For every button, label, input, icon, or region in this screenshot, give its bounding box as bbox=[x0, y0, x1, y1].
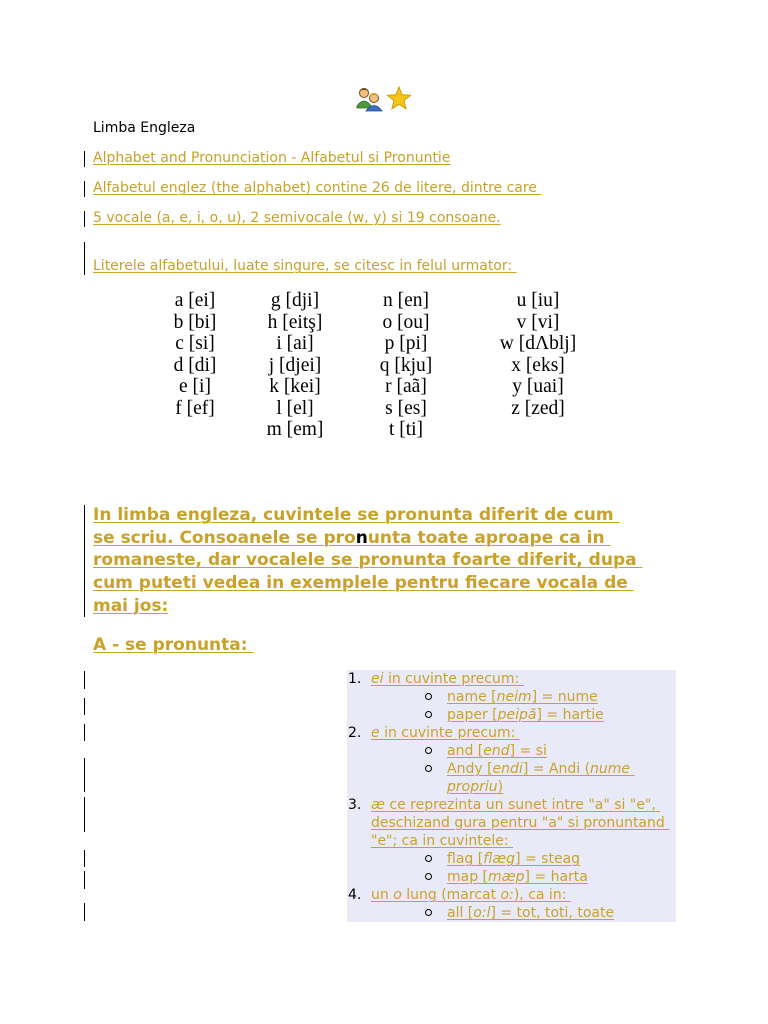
left-border-bar bbox=[84, 871, 85, 889]
alphabet-cell: e [i] bbox=[179, 376, 211, 397]
link-text-segment: name [ bbox=[447, 689, 497, 705]
link-text-segment: neim bbox=[496, 689, 532, 705]
link-text-segment: ] = tot, toti, toate bbox=[490, 905, 615, 921]
heading-line[interactable]: romaneste, dar vocalele se pronunta foarte diferit, dupa bbox=[93, 550, 643, 571]
alphabet-cell: p [pi] bbox=[384, 333, 428, 354]
link-text-segment: æ bbox=[371, 797, 385, 813]
alphabet-cell: u [iu] bbox=[516, 290, 560, 311]
alphabet-cell: d [di] bbox=[173, 354, 217, 376]
alphabet-cell: s [es] bbox=[385, 397, 427, 419]
link-text-segment: flag [ bbox=[447, 851, 484, 867]
link-text-segment: in cuvinte precum: bbox=[383, 671, 524, 687]
heading-segment: n bbox=[355, 527, 368, 548]
list-item bbox=[347, 724, 676, 742]
sub-list-link[interactable] bbox=[447, 760, 676, 796]
link-text-segment: peipă bbox=[497, 707, 537, 723]
intro-link-alphabet-count[interactable]: Alfabetul englez (the alphabet) contine 26 de litere, dintre care bbox=[93, 180, 542, 196]
heading-segment: se scriu. Consoanele se pro bbox=[93, 527, 356, 548]
sub-list-link[interactable] bbox=[447, 742, 676, 760]
left-border-bar bbox=[84, 724, 85, 741]
alphabet-cell: r [aã] bbox=[385, 376, 427, 397]
list-number: 3. bbox=[348, 797, 362, 813]
alphabet-cell: j [djei] bbox=[268, 354, 322, 376]
alphabet-cell: x [eks] bbox=[511, 354, 565, 376]
list-number: 1. bbox=[348, 671, 362, 687]
list-item-link[interactable] bbox=[371, 886, 677, 904]
link-text-segment: ), ca in: bbox=[513, 887, 571, 903]
left-border-bar bbox=[84, 758, 85, 792]
alphabet-cell: l [el] bbox=[276, 397, 314, 419]
left-border-bar bbox=[84, 211, 85, 227]
link-text-segment: ce reprezinta un sunet intre "a" si "e", deschizand gura pentru "a" si pronuntand "e"; ca in cuvintele: bbox=[371, 797, 670, 849]
circle-bullet-icon bbox=[425, 855, 432, 862]
sub-list-item bbox=[347, 868, 676, 886]
link-text-segment: map [ bbox=[447, 869, 489, 885]
header-icons bbox=[356, 86, 412, 112]
alphabet-cell: i [ai] bbox=[276, 333, 314, 354]
link-text-segment: ] = steag bbox=[515, 851, 581, 867]
document-title: Limba Engleza bbox=[93, 120, 196, 136]
circle-bullet-icon bbox=[425, 747, 432, 754]
heading-line[interactable]: cum puteti vedea in exemplele pentru fiecare vocala de bbox=[93, 573, 634, 594]
alphabet-cell: w [dΛblj] bbox=[499, 333, 577, 354]
link-text-segment: e bbox=[371, 725, 380, 741]
alphabet-column-4 bbox=[478, 290, 598, 419]
left-border-bar bbox=[84, 181, 85, 197]
alphabet-cell: b [bi] bbox=[173, 311, 217, 333]
alphabet-cell: h [eitş] bbox=[267, 311, 323, 333]
link-text-segment: ] = si bbox=[509, 743, 547, 759]
sub-list-link[interactable] bbox=[447, 688, 676, 706]
circle-bullet-icon bbox=[425, 693, 432, 700]
alphabet-cell: g [dji] bbox=[270, 290, 320, 311]
list-item-link[interactable] bbox=[371, 670, 677, 688]
alphabet-cell: a [ei] bbox=[174, 290, 216, 311]
alphabet-cell: m [em] bbox=[266, 419, 324, 440]
sub-list-item bbox=[347, 706, 676, 724]
alphabet-column-3 bbox=[346, 290, 466, 441]
link-text-segment: ei bbox=[371, 671, 384, 687]
left-border-bar bbox=[84, 797, 85, 832]
list-item bbox=[347, 670, 676, 688]
alphabet-cell: y [uai] bbox=[512, 376, 564, 397]
circle-bullet-icon bbox=[425, 909, 432, 916]
alphabet-cell: q [kju] bbox=[379, 354, 433, 376]
link-text-segment: in cuvinte precum: bbox=[379, 725, 520, 741]
heading-line[interactable] bbox=[93, 527, 643, 550]
link-text-segment: mæp bbox=[488, 869, 525, 885]
list-number: 4. bbox=[348, 887, 362, 903]
left-border-bar bbox=[84, 151, 85, 167]
sub-list-link[interactable] bbox=[447, 706, 676, 724]
alphabet-cell: f [ef] bbox=[175, 397, 215, 419]
circle-bullet-icon bbox=[425, 711, 432, 718]
link-text-segment: and [ bbox=[447, 743, 484, 759]
alphabet-column-2 bbox=[235, 290, 355, 441]
sub-list-item bbox=[347, 760, 676, 796]
left-border-bar bbox=[84, 903, 85, 921]
link-text-segment: ] = harta bbox=[524, 869, 588, 885]
link-text-segment: Andy [ bbox=[447, 761, 493, 777]
users-icon bbox=[357, 88, 382, 111]
list-item-link[interactable] bbox=[371, 724, 677, 742]
alphabet-cell: k [kei] bbox=[269, 376, 321, 397]
alphabet-cell: v [vi] bbox=[516, 311, 560, 333]
left-border-bar bbox=[84, 698, 85, 715]
sub-list-link[interactable] bbox=[447, 868, 676, 886]
link-text-segment: lung (marcat bbox=[401, 887, 501, 903]
star-icon bbox=[388, 87, 411, 109]
sub-list-item bbox=[347, 850, 676, 868]
heading-segment: unta toate aproape ca in bbox=[367, 527, 611, 548]
sub-list-link[interactable] bbox=[447, 850, 676, 868]
left-border-bar bbox=[84, 242, 85, 275]
alphabet-cell: z [zed] bbox=[511, 397, 565, 419]
link-text-segment: paper [ bbox=[447, 707, 498, 723]
link-text-segment: ) bbox=[497, 779, 504, 795]
link-text-segment: ] = Andi ( bbox=[522, 761, 591, 777]
link-text-segment: all [ bbox=[447, 905, 474, 921]
list-number: 2. bbox=[348, 725, 362, 741]
alphabet-cell: c [si] bbox=[175, 333, 215, 354]
sub-list-item bbox=[347, 904, 676, 922]
circle-bullet-icon bbox=[425, 873, 432, 880]
heading-line[interactable]: mai jos: bbox=[93, 595, 169, 616]
link-text-segment: end bbox=[483, 743, 510, 759]
link-text-segment: o: bbox=[500, 887, 514, 903]
pronunciation-list bbox=[347, 670, 676, 922]
circle-bullet-icon bbox=[425, 765, 432, 772]
intro-link-alphabet-title[interactable]: Alphabet and Pronunciation - Alfabetul si Pronuntie bbox=[93, 150, 451, 166]
alphabet-cell: n [en] bbox=[382, 290, 430, 311]
pronunciation-heading[interactable] bbox=[93, 504, 643, 618]
link-text-segment: o bbox=[393, 887, 402, 903]
link-text-segment: ] = nume bbox=[531, 689, 598, 705]
heading-line[interactable]: In limba engleza, cuvintele se pronunta diferit de cum bbox=[93, 505, 620, 525]
list-item bbox=[347, 796, 676, 850]
link-text-segment: ] = hartie bbox=[536, 707, 604, 723]
sub-list-item bbox=[347, 742, 676, 760]
link-text-segment: o:l bbox=[473, 905, 491, 921]
sub-list-link[interactable] bbox=[447, 904, 676, 922]
sub-list-item bbox=[347, 688, 676, 706]
link-text-segment: nume propriu bbox=[447, 761, 635, 795]
list-item bbox=[347, 886, 676, 904]
intro-link-vowels[interactable]: 5 vocale (a, e, i, o, u), 2 semivocale (w, y) si 19 consoane. bbox=[93, 210, 501, 226]
section-a-title[interactable]: A - se pronunta: bbox=[93, 635, 254, 655]
left-border-bar bbox=[84, 850, 85, 867]
alphabet-cell: t [ti] bbox=[388, 419, 424, 440]
link-text-segment: endi bbox=[492, 761, 523, 777]
list-item-link[interactable] bbox=[371, 796, 677, 850]
alphabet-cell: o [ou] bbox=[382, 311, 430, 333]
link-text-segment: flæg bbox=[483, 851, 516, 867]
left-border-bar bbox=[84, 671, 85, 689]
left-border-bar bbox=[84, 505, 85, 617]
link-text-segment: un bbox=[371, 887, 394, 903]
intro-link-letters[interactable]: Literele alfabetului, luate singure, se citesc in felul urmator: bbox=[93, 258, 517, 274]
